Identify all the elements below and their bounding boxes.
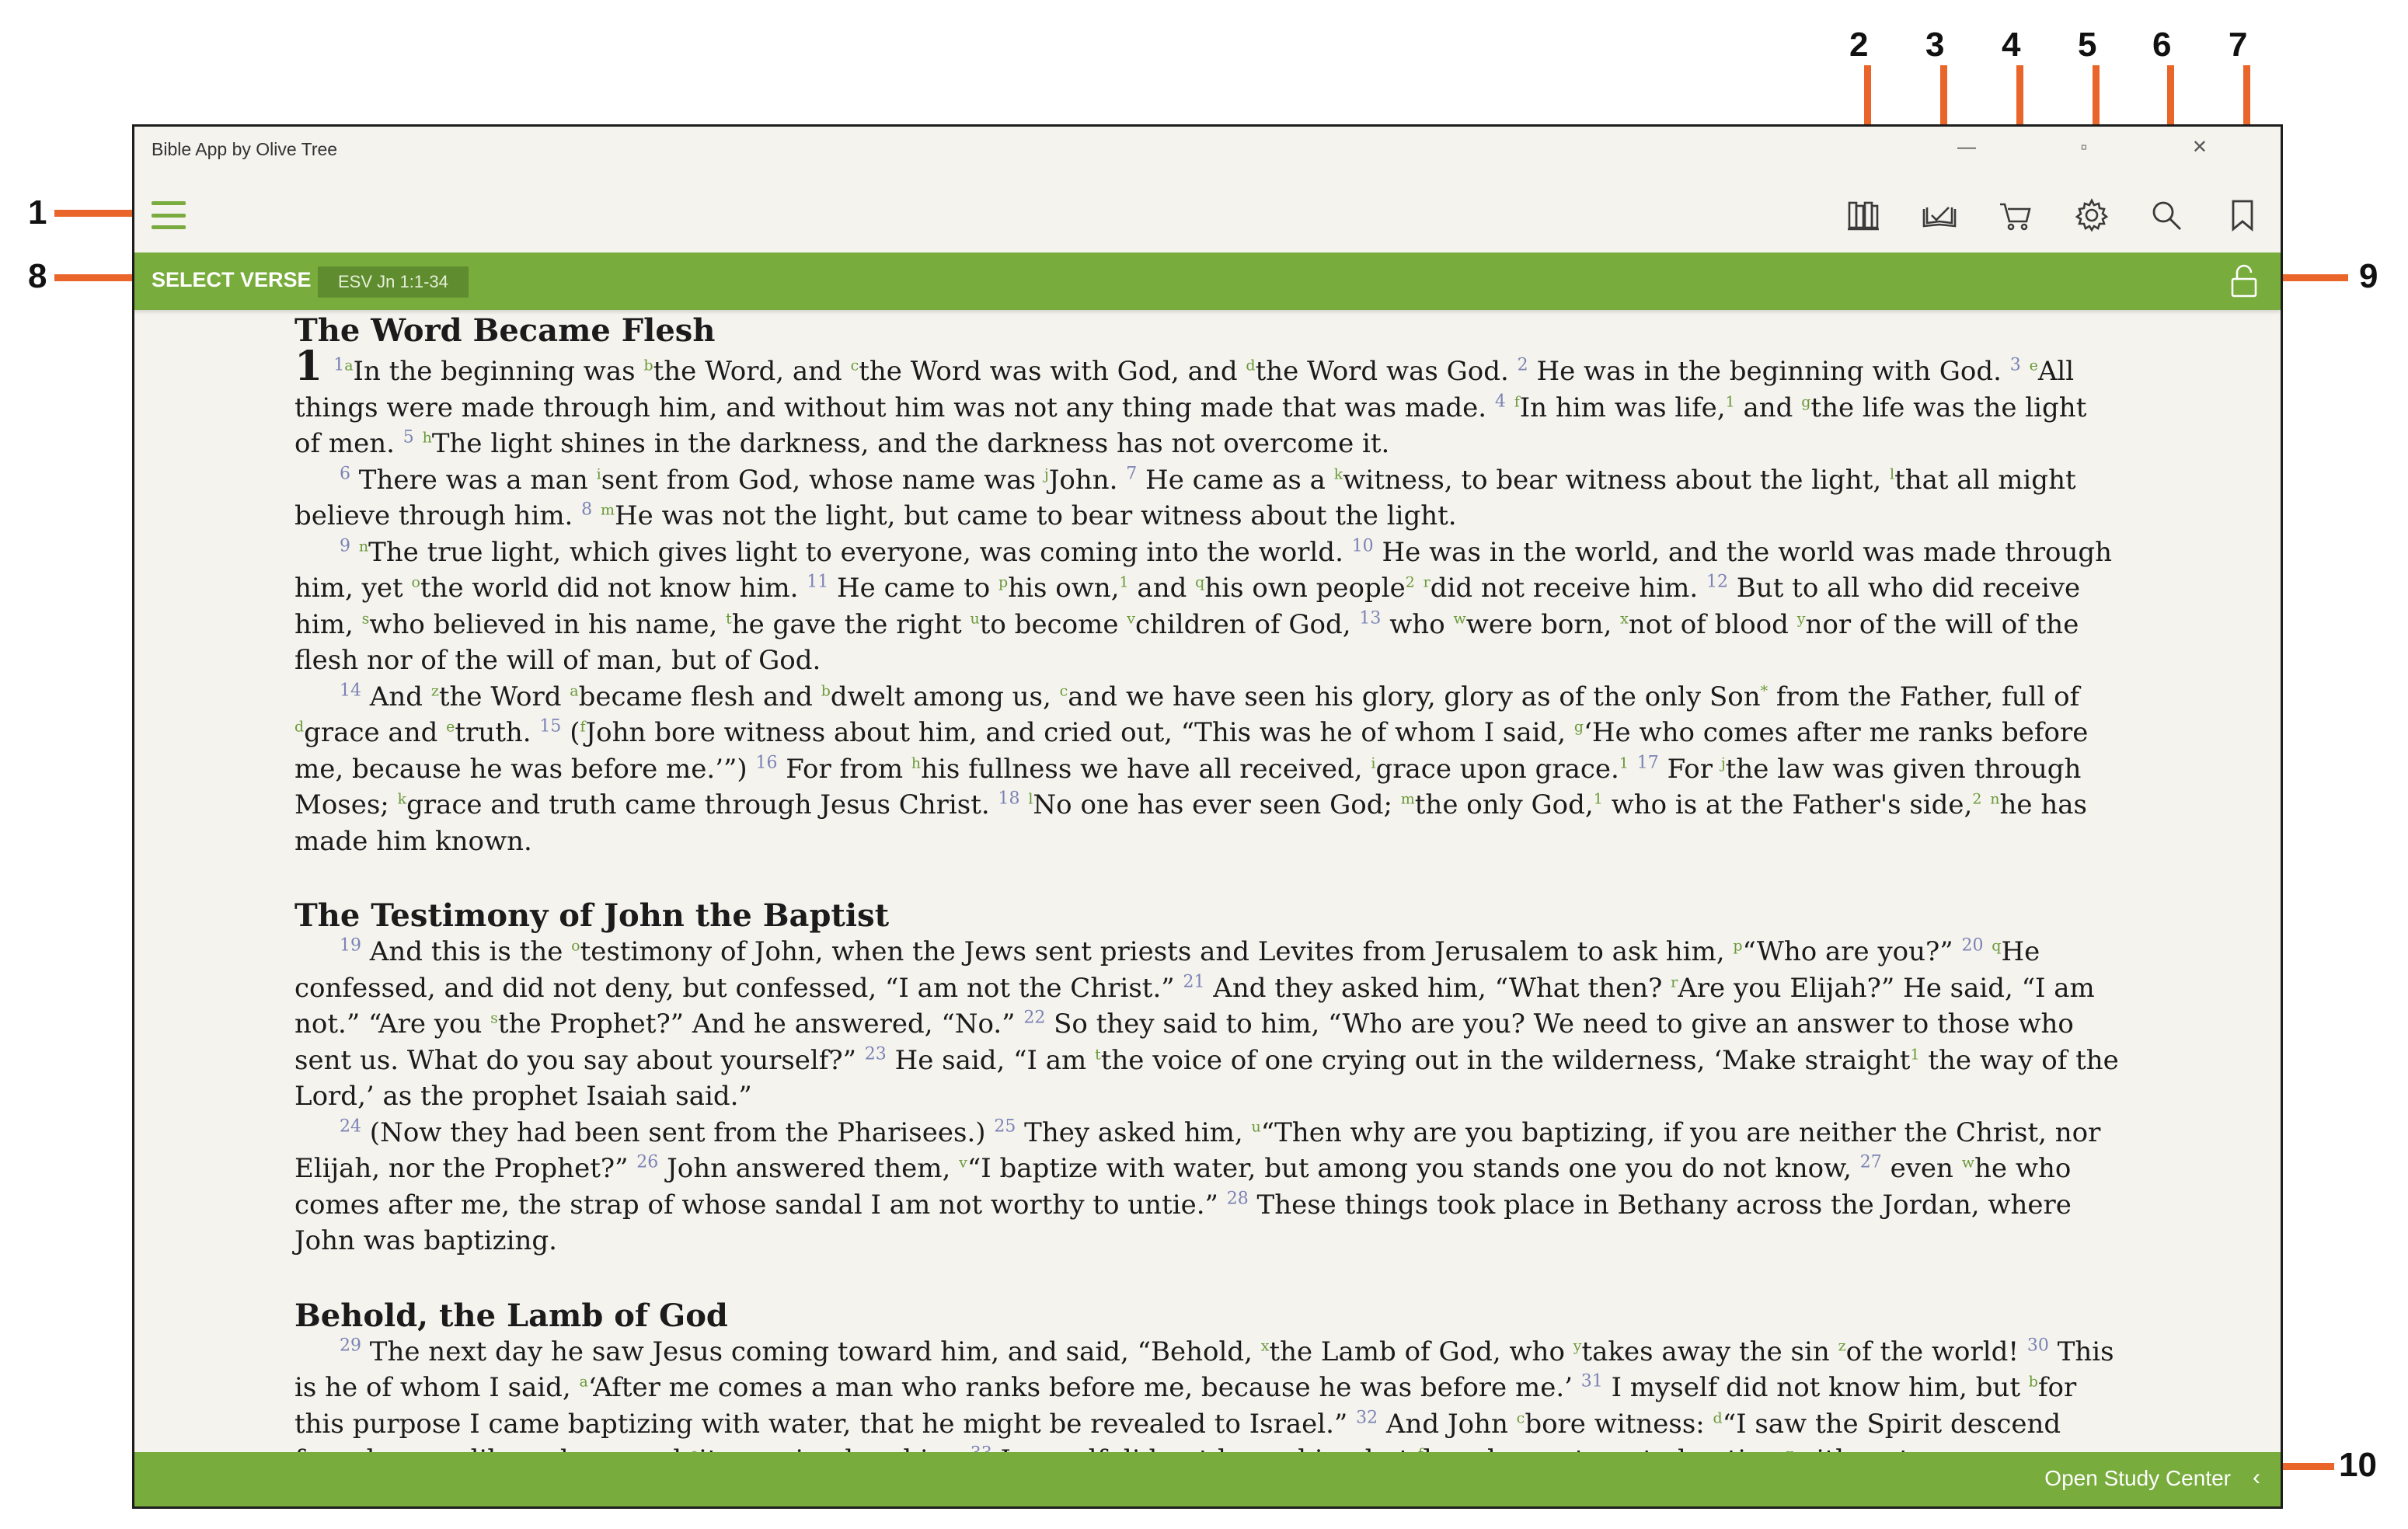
verse-text[interactable]: his own, (1008, 573, 1120, 604)
verse-text[interactable]: And (361, 681, 431, 712)
cross-reference-marker[interactable]: r (1423, 573, 1431, 591)
verse-number[interactable]: 15 (539, 716, 562, 737)
verse-text[interactable] (592, 500, 601, 531)
cross-reference-marker[interactable]: q (1992, 937, 2002, 955)
cross-reference-marker[interactable]: h (422, 429, 432, 447)
cross-reference-marker[interactable]: r (1671, 973, 1678, 991)
verse-text[interactable]: For from (777, 753, 911, 785)
verse-text[interactable]: not of blood (1628, 608, 1797, 640)
verse-text[interactable]: the Word was with God, and (859, 356, 1246, 387)
cross-reference-marker[interactable]: v (1127, 610, 1135, 628)
verse-number[interactable]: 13 (1359, 608, 1382, 629)
verse-number[interactable]: 16 (755, 753, 778, 773)
callout-7: 7 (2229, 26, 2248, 64)
verse-text[interactable]: he has made him known. (294, 789, 2087, 857)
verse-text[interactable]: he gave the right (731, 608, 971, 640)
open-study-center-button[interactable]: Open Study Center (2044, 1466, 2231, 1490)
bookmark-icon[interactable] (2222, 195, 2263, 235)
verse-text[interactable]: He confessed, and did not deny, but confessed, “I am not the Christ.” (294, 936, 2040, 1004)
window-title: Bible App by Olive Tree (152, 139, 338, 159)
reading-plan-icon[interactable] (1919, 195, 1960, 235)
verse-text[interactable]: (Now they had been sent from the Pharisees.) (361, 1116, 995, 1148)
cross-reference-marker[interactable]: e (446, 718, 455, 736)
cross-reference-marker[interactable]: t (726, 610, 732, 628)
paragraph (294, 934, 2121, 1115)
callout-2: 2 (1849, 26, 1869, 64)
verse-text[interactable]: ( (561, 717, 580, 748)
cross-reference-marker[interactable]: c (1516, 1409, 1525, 1427)
verse-text[interactable]: grace upon grace. (1375, 753, 1619, 785)
cross-reference-marker[interactable]: p (1733, 937, 1743, 955)
chevron-left-icon[interactable]: ‹ (2253, 1465, 2260, 1490)
verse-text[interactable]: John answered them, (658, 1153, 960, 1184)
verse-text[interactable]: So they said to him, “Who are you? We need to give an answer to those who sent us. What do you say about yourself?” (294, 1008, 2074, 1076)
verse-text[interactable]: even (1881, 1153, 1962, 1184)
cross-reference-marker[interactable]: f (580, 718, 586, 736)
verse-text[interactable]: There was a man (350, 464, 597, 496)
settings-gear-icon[interactable] (2072, 195, 2112, 235)
cross-reference-marker[interactable]: d (1246, 357, 1256, 374)
paragraph (294, 679, 2121, 860)
verse-text[interactable]: from the Father, full of (1768, 681, 2080, 712)
verse-text[interactable]: testimony of John, when the Jews sent priests and Levites from Jerusalem to ask him, (580, 936, 1734, 967)
verse-text[interactable]: who believed in his name, (369, 608, 727, 640)
select-verse-bar (134, 253, 2281, 310)
app-window (132, 124, 2283, 1509)
verse-text[interactable]: “Who are you?” (1742, 936, 1962, 967)
verse-number[interactable]: 29 (340, 1336, 361, 1356)
verse-text[interactable]: for this purpose I came baptizing with water, that he might be revealed to Israel.” (294, 1372, 2077, 1440)
section-heading: Behold, the Lamb of God (294, 1297, 728, 1334)
cross-reference-marker[interactable]: c (850, 357, 859, 374)
verse-text[interactable]: dwelt among us, (830, 681, 1060, 712)
chapter-number: 1 (294, 343, 323, 390)
verse-text[interactable]: the voice of one crying out in the wilderness, ‘Make straight (1100, 1044, 1911, 1076)
verse-text[interactable]: This is he of whom I said, (294, 1336, 2114, 1403)
verse-text[interactable]: And John (1378, 1408, 1517, 1440)
cross-reference-marker[interactable]: i (1371, 754, 1376, 772)
verse-number[interactable]: 17 (1636, 753, 1659, 773)
cross-reference-marker[interactable]: d (294, 718, 305, 736)
verse-number[interactable]: 2 (1517, 355, 1528, 375)
verse-text[interactable]: the Word, and (653, 356, 851, 387)
cross-reference-marker[interactable]: q (1195, 573, 1205, 591)
verse-text[interactable]: He was in the beginning with God. (1528, 356, 2010, 387)
cross-reference-marker[interactable]: g (1801, 393, 1811, 411)
cross-reference-marker[interactable]: 1 (1619, 754, 1629, 772)
callout-8: 8 (28, 257, 47, 295)
study-center-bar (134, 1452, 2281, 1506)
verse-number[interactable]: 27 (1859, 1152, 1882, 1172)
verse-text[interactable]: the Lamb of God, who (1269, 1336, 1573, 1367)
cross-reference-marker[interactable]: s (490, 1009, 498, 1027)
verse-text[interactable]: For (1658, 753, 1721, 785)
verse-text[interactable]: children of God, (1134, 608, 1360, 640)
verse-number[interactable]: 14 (340, 681, 361, 701)
section-heading: The Word Became Flesh (294, 312, 716, 349)
verse-text[interactable]: and (1128, 573, 1196, 604)
cross-reference-marker[interactable]: n (1990, 790, 2000, 808)
cross-reference-marker[interactable]: w (1453, 610, 1466, 628)
verse-text[interactable]: He was in the world, and the world was made through him, yet (294, 536, 2113, 604)
cross-reference-marker[interactable]: g (1573, 718, 1584, 736)
verse-text[interactable]: takes away the sin (1581, 1336, 1838, 1367)
verse-text[interactable]: who (1381, 608, 1454, 640)
cross-reference-marker[interactable]: f (1514, 393, 1520, 411)
verse-text[interactable]: “Then why are you baptizing, if you are neither the Christ, nor Elijah, nor the Prophet?” (294, 1116, 2101, 1184)
verse-text[interactable] (1629, 754, 1637, 785)
cross-reference-marker[interactable]: w (1961, 1154, 1975, 1172)
verse-text[interactable]: to become (979, 608, 1127, 640)
verse-text[interactable]: and (1734, 392, 1802, 423)
cross-reference-marker[interactable]: l (1028, 790, 1033, 808)
section-gap (294, 859, 2121, 895)
cross-reference-marker[interactable]: 1 (1119, 573, 1129, 591)
cross-reference-marker[interactable]: l (1889, 465, 1895, 483)
verse-text[interactable] (1983, 936, 1992, 967)
menu-icon[interactable] (152, 201, 186, 229)
verse-text[interactable]: He came to (828, 573, 999, 604)
verse-text[interactable]: The true light, which gives light to everyone, was coming into the world. (368, 536, 1352, 568)
verse-text[interactable] (2021, 356, 2030, 387)
verse-text[interactable]: The next day he saw Jesus coming toward him, and said, “Behold, (361, 1336, 1261, 1367)
verse-text[interactable]: In him was life, (1519, 392, 1726, 423)
search-icon[interactable] (2146, 195, 2187, 235)
verse-text[interactable]: nor of the will of the flesh nor of the will of man, but of God. (294, 608, 2079, 676)
cross-reference-marker[interactable]: m (600, 501, 615, 519)
section-gap (294, 1259, 2121, 1295)
cross-reference-marker[interactable]: y (1573, 1337, 1582, 1355)
verse-text[interactable]: All things were made through him, and without him was not any thing made that was made. (294, 356, 2075, 423)
verse-text[interactable]: the way of the Lord,’ as the prophet Isaiah said.” (294, 1044, 2119, 1112)
verse-text[interactable]: He was not the light, but came to bear witness about the light. (615, 500, 1457, 531)
verse-text[interactable]: his fullness we have all received, (921, 753, 1371, 785)
cross-reference-marker[interactable]: 1 (1725, 393, 1735, 411)
cross-reference-marker[interactable]: o (411, 573, 420, 591)
cross-reference-marker[interactable]: k (1333, 465, 1343, 483)
verse-text[interactable] (1506, 392, 1514, 423)
verse-text[interactable]: ‘He who comes after me ranks before me, because he was before me.’”) (294, 717, 2089, 785)
verse-text[interactable] (1981, 789, 1990, 820)
callout-6: 6 (2152, 26, 2172, 64)
verse-number[interactable]: 31 (1580, 1371, 1603, 1391)
callout-9: 9 (2359, 257, 2378, 295)
verse-text[interactable]: truth. (455, 717, 540, 748)
cross-reference-marker[interactable]: z (430, 682, 439, 700)
verse-text[interactable]: John. (1048, 464, 1127, 496)
cross-reference-marker[interactable]: h (911, 754, 922, 772)
verse-text[interactable]: And they asked him, “What then? (1204, 972, 1671, 1004)
verse-text[interactable]: became flesh and (578, 681, 821, 712)
verse-text[interactable]: the Word (438, 681, 570, 712)
verse-text[interactable]: the Prophet?” And he answered, “No.” (497, 1008, 1024, 1040)
cross-reference-marker[interactable]: o (571, 937, 580, 955)
cross-reference-marker[interactable]: 1 (1593, 790, 1603, 808)
cross-reference-marker[interactable]: n (358, 538, 369, 556)
verse-text[interactable]: No one has ever seen God; (1033, 789, 1401, 820)
paragraph (294, 343, 2121, 462)
cross-reference-marker[interactable]: u (1251, 1118, 1261, 1136)
verse-number[interactable]: 28 (1226, 1189, 1249, 1209)
cross-reference-marker[interactable]: d (1713, 1409, 1723, 1427)
cross-reference-marker[interactable]: i (596, 465, 601, 483)
verse-text[interactable] (350, 537, 359, 568)
verse-text[interactable]: ‘After me comes a man who ranks before me, because he was before me.’ (587, 1372, 1581, 1403)
cross-reference-marker[interactable]: u (970, 610, 980, 628)
verse-text[interactable]: John bore witness about him, and cried out, “This was he of whom I said, (585, 717, 1574, 748)
cross-reference-marker[interactable]: z (1838, 1337, 1846, 1355)
verse-text[interactable]: the world did not know him. (420, 573, 807, 604)
verse-number[interactable]: 1 (333, 355, 345, 375)
callout-4: 4 (2002, 26, 2021, 64)
cross-reference-marker[interactable]: m (1400, 790, 1415, 808)
library-icon[interactable] (1843, 195, 1884, 235)
verse-text[interactable]: The light shines in the darkness, and the darkness has not overcome it. (431, 428, 1390, 459)
paragraph (294, 535, 2121, 679)
cross-reference-marker[interactable]: x (1260, 1337, 1270, 1355)
callout-1: 1 (28, 193, 47, 232)
verse-text[interactable]: who is at the Father's side, (1602, 789, 1973, 820)
verse-text[interactable]: I myself did not know him, but (1602, 1372, 2029, 1403)
cross-reference-marker[interactable]: c (1059, 682, 1068, 700)
cross-reference-marker[interactable]: e (2029, 357, 2038, 374)
verse-text[interactable]: In the beginning was (353, 356, 644, 387)
verse-text[interactable]: witness, to bear witness about the light, (1343, 464, 1890, 496)
verse-text[interactable]: “I baptize with water, but among you stands one you do not know, (967, 1153, 1860, 1184)
cross-reference-marker[interactable]: y (1796, 610, 1806, 628)
verse-number[interactable]: 5 (402, 427, 414, 448)
select-verse-button[interactable]: SELECT VERSE (152, 268, 312, 291)
verse-number[interactable]: 3 (2009, 355, 2021, 375)
verse-number[interactable]: 24 (340, 1116, 361, 1137)
verse-number[interactable]: 4 (1494, 392, 1506, 412)
verse-text[interactable]: These things took place in Bethany across the Jordan, where John was baptizing. (294, 1189, 2072, 1256)
verse-text[interactable]: the only God, (1414, 789, 1594, 820)
cross-reference-marker[interactable]: b (821, 682, 831, 700)
callout-5: 5 (2078, 26, 2097, 64)
verse-text[interactable]: bore witness: (1525, 1408, 1713, 1440)
callout-1-line (54, 210, 141, 217)
lock-icon[interactable] (2229, 263, 2259, 299)
cross-reference-marker[interactable]: * (1760, 682, 1769, 700)
cross-reference-marker[interactable]: a (570, 682, 579, 700)
verse-number[interactable]: 8 (581, 500, 593, 520)
verse-number[interactable]: 30 (2026, 1336, 2049, 1356)
verse-text[interactable]: And this is the (361, 936, 572, 967)
bible-text (294, 310, 2121, 1440)
cross-reference-marker[interactable]: a (579, 1373, 588, 1391)
cross-reference-marker[interactable]: a (344, 357, 354, 374)
verse-text[interactable]: But to all who did receive him, (294, 573, 2081, 640)
cross-reference-marker[interactable]: j (1720, 754, 1726, 772)
verse-number[interactable]: 20 (1961, 935, 1984, 956)
cross-reference-marker[interactable]: p (998, 573, 1009, 591)
verse-number[interactable]: 10 (1351, 536, 1374, 556)
verse-number[interactable]: 32 (1356, 1408, 1378, 1428)
verse-text[interactable]: his own people (1204, 573, 1406, 604)
cross-reference-marker[interactable]: k (397, 790, 407, 808)
verse-text[interactable]: that all might believe through him. (294, 464, 2076, 531)
verse-number[interactable]: 12 (1706, 572, 1728, 592)
verse-text[interactable]: He came as a (1137, 464, 1334, 496)
reference-chip[interactable]: ESV Jn 1:1-34 (318, 266, 469, 298)
store-cart-icon[interactable] (1995, 195, 2036, 235)
verse-number[interactable]: 21 (1183, 972, 1205, 992)
verse-text[interactable]: he who comes after me, the strap of whose sandal I am not worthy to untie.” (294, 1153, 2072, 1221)
cross-reference-marker[interactable]: b (2028, 1373, 2038, 1391)
verse-text[interactable]: They asked him, (1016, 1116, 1252, 1148)
verse-number[interactable]: 18 (998, 789, 1020, 809)
verse-text[interactable]: grace and (304, 717, 447, 748)
verse-text[interactable]: the law was given through Moses; (294, 753, 2082, 820)
verse-text[interactable]: did not receive him. (1430, 573, 1706, 604)
verse-number[interactable]: 7 (1126, 464, 1138, 484)
verse-text[interactable]: sent from God, whose name was (601, 464, 1044, 496)
cross-reference-marker[interactable]: v (959, 1154, 967, 1172)
verse-number[interactable]: 9 (340, 536, 350, 556)
cross-reference-marker[interactable]: 2 (1972, 790, 1982, 808)
verse-number[interactable]: 25 (994, 1116, 1016, 1137)
verse-number[interactable]: 6 (340, 464, 350, 484)
paragraph (294, 462, 2121, 535)
paragraph (294, 1115, 2121, 1259)
cross-reference-marker[interactable]: 2 (1405, 573, 1415, 591)
verse-text[interactable]: of the world! (1845, 1336, 2027, 1367)
verse-text[interactable] (414, 428, 423, 459)
window-controls[interactable]: — ▫ ✕ (1957, 137, 2257, 158)
verse-text[interactable]: the life was the light of men. (294, 392, 2087, 459)
verse-text[interactable]: were born, (1465, 608, 1621, 640)
cross-reference-marker[interactable]: s (361, 610, 370, 628)
verse-text[interactable]: the Word was God. (1255, 356, 1518, 387)
verse-text[interactable] (1415, 573, 1424, 604)
cross-reference-marker[interactable]: b (643, 357, 653, 374)
verse-number[interactable]: 11 (807, 572, 829, 592)
verse-number[interactable]: 22 (1023, 1008, 1046, 1028)
callout-3: 3 (1925, 26, 1945, 64)
verse-number[interactable]: 26 (636, 1152, 659, 1172)
verse-text[interactable]: He said, “I am (886, 1044, 1096, 1076)
section-heading: The Testimony of John the Baptist (294, 897, 890, 934)
callout-10: 10 (2339, 1446, 2377, 1484)
verse-text[interactable]: “I saw the Spirit descend (1722, 1408, 2061, 1440)
verse-text[interactable]: and we have seen his glory, glory as of the only Son (1068, 681, 1761, 712)
cross-reference-marker[interactable]: x (1620, 610, 1629, 628)
cross-reference-marker[interactable]: j (1044, 465, 1049, 483)
verse-number[interactable]: 23 (864, 1044, 887, 1064)
cross-reference-marker[interactable]: 1 (1910, 1046, 1920, 1064)
verse-number[interactable]: 19 (340, 935, 361, 956)
verse-text[interactable]: Are you Elijah?” He said, “I am not.” “Are you (294, 972, 2095, 1040)
verse-text[interactable] (1020, 789, 1029, 820)
cross-reference-marker[interactable]: t (1095, 1046, 1101, 1064)
verse-text[interactable]: grace and truth came through Jesus Christ. (406, 789, 998, 820)
